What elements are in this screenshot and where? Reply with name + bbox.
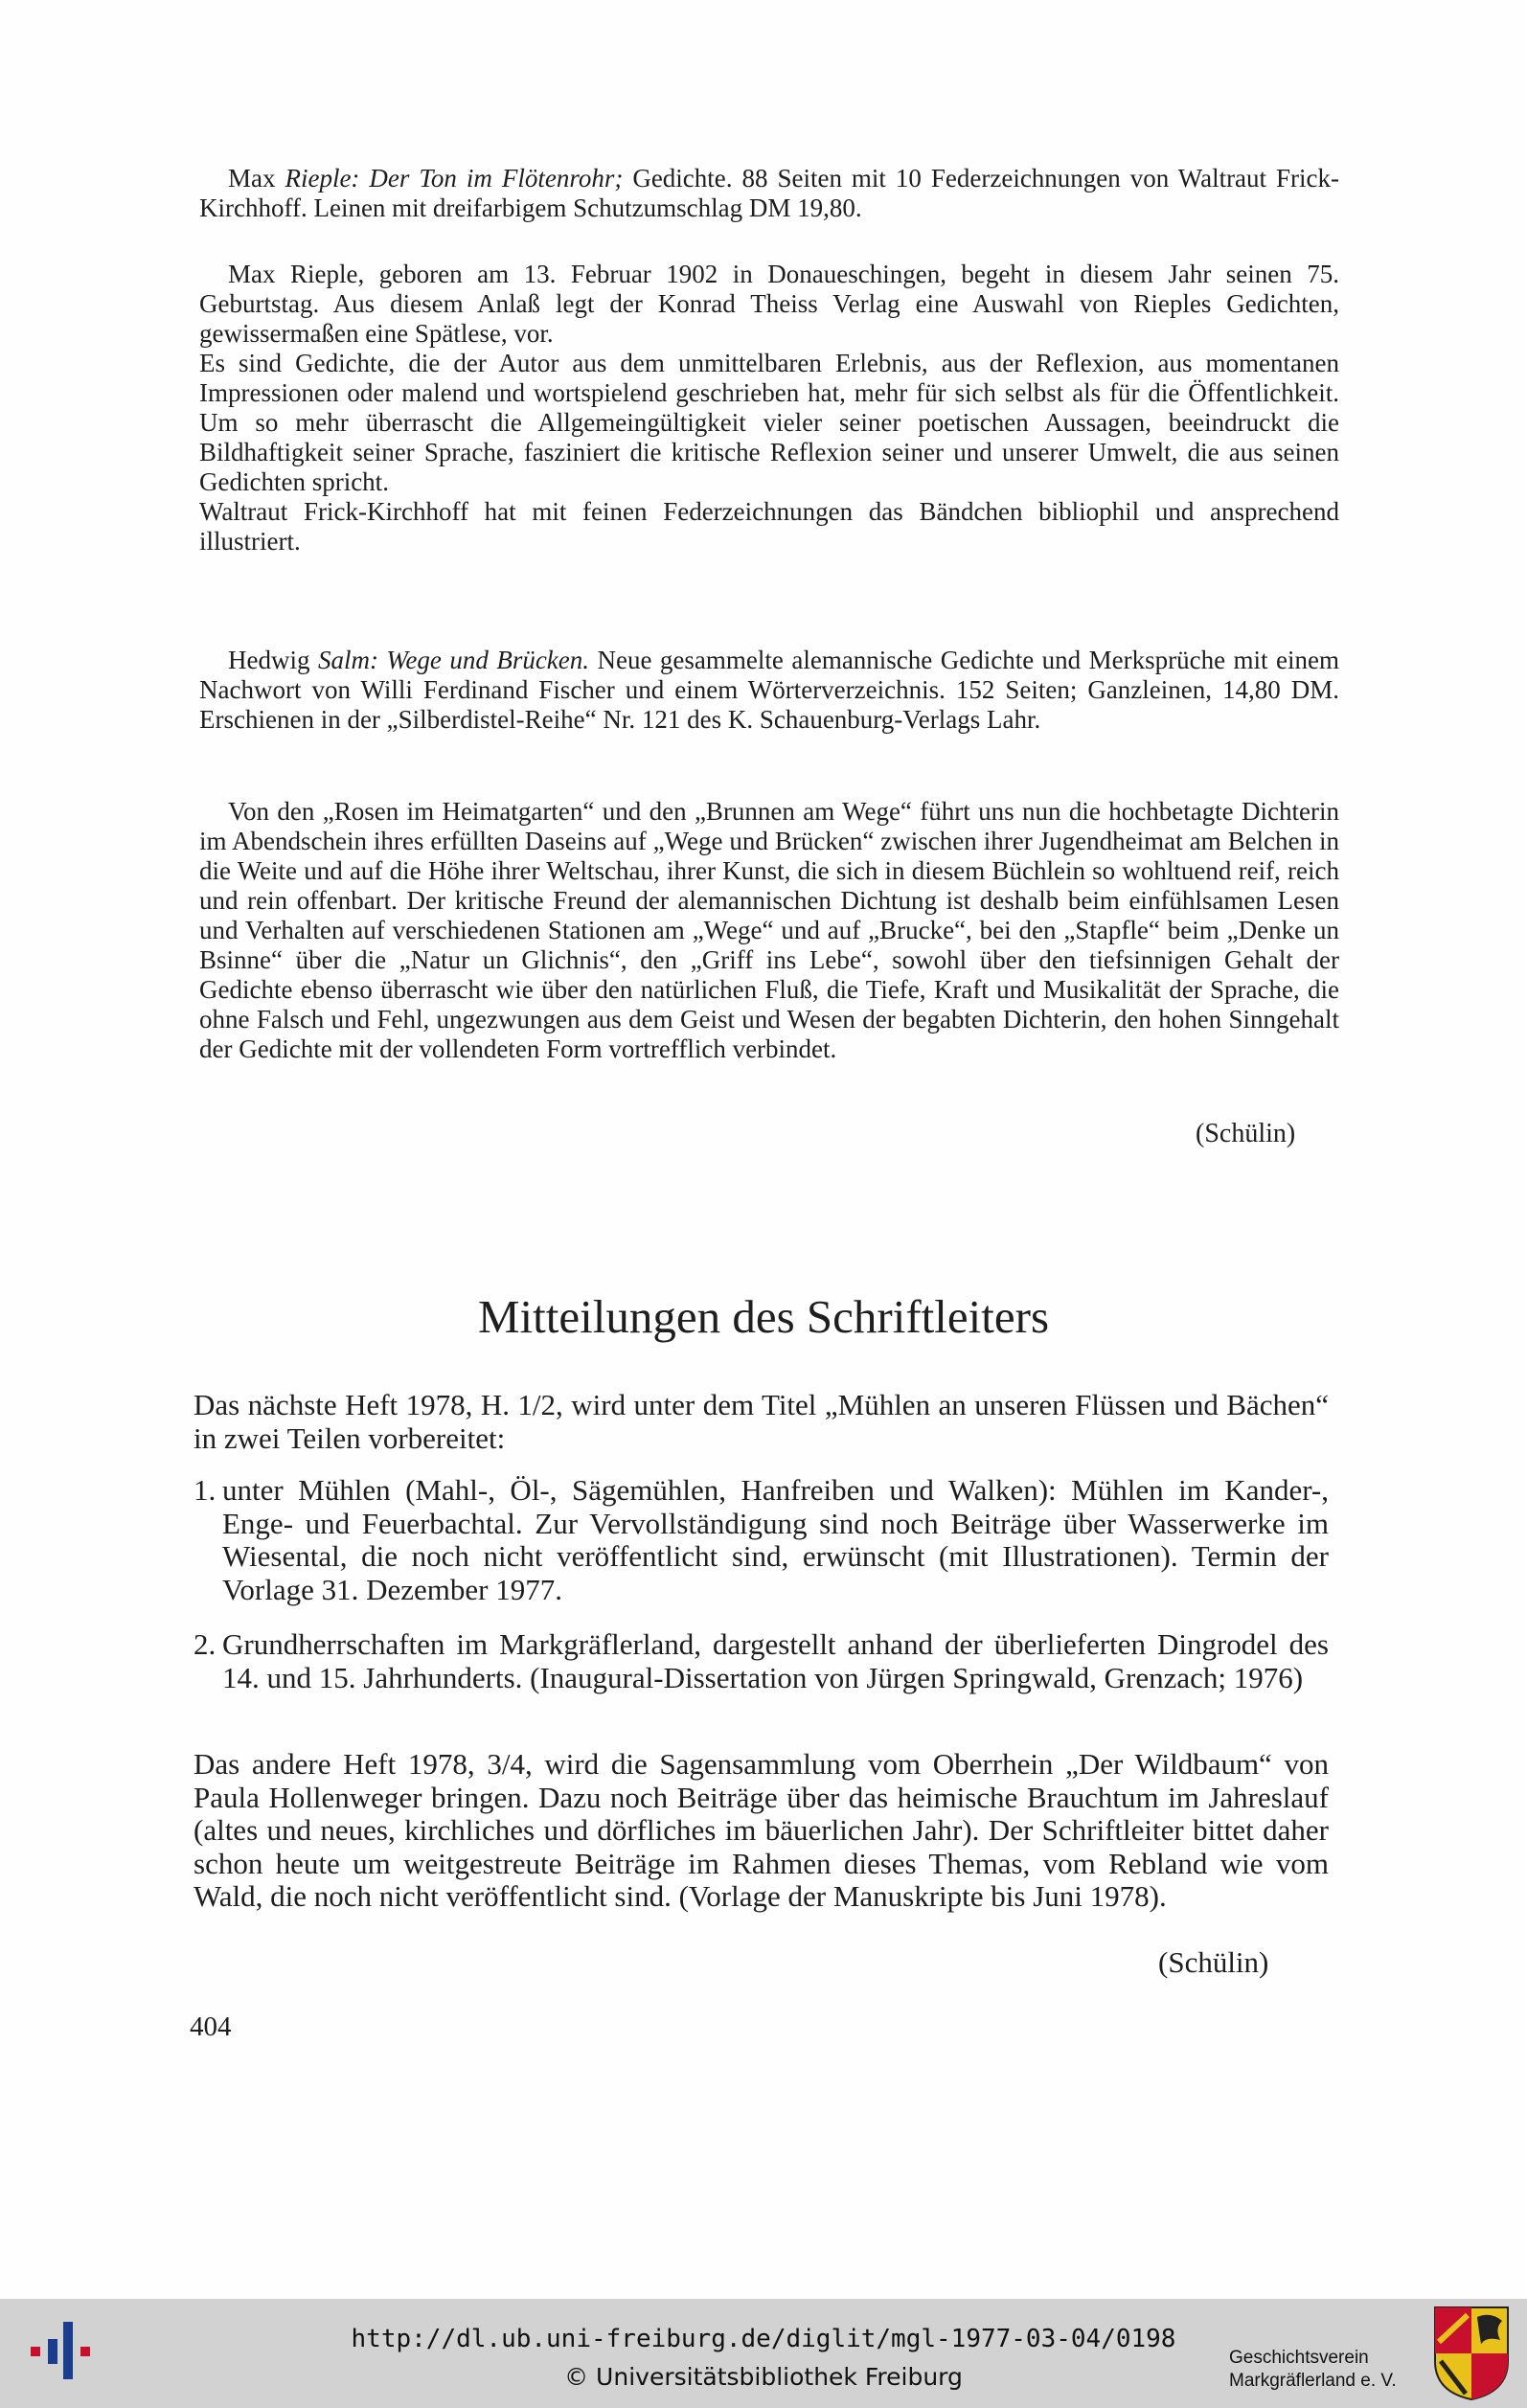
organization-name bbox=[1229, 2347, 1398, 2393]
copyright-text: © Universitätsbibliothek Freiburg bbox=[564, 2363, 963, 2391]
viewer-footer bbox=[0, 2299, 1527, 2408]
review-1-paragraph: Max Rieple, geboren am 13. Februar 1902 in Donaueschingen, begeht in diesem Jahr seinen 75. Geburtstag. Aus diesem Anlaß legt der Konrad Theiss Verlag eine Auswahl von Rieples Gedichten, gewissermaßen eine Spätlese, vor. bbox=[199, 260, 1339, 348]
list-item bbox=[194, 1628, 1329, 1694]
list-item bbox=[194, 1474, 1329, 1606]
review-2-details: Neue gesammelte alemannische Gedichte und Merksprüche mit einem Nachwort von Willi Ferdinand Fischer und einem Wörterverzeichnis. 152 Seiten; Ganzleinen, 14,80 DM. Erschienen in der „Silberdistel-Reihe“ Nr. 121 des K. Schauenburg-Verlags Lahr. bbox=[199, 646, 1339, 734]
review-2-signature: (Schülin) bbox=[1196, 1119, 1296, 1148]
list-item-text: unter Mühlen (Mahl-, Öl-, Sägemühlen, Hanfreiben und Walken): Mühlen im Kander-, Enge- und Feuerbachtal. Zur Vervollständigung sind noch Beiträge über Wasserwerke im Wiesental, die noch nicht veröffentlicht sind, erwünscht (mit Illustrationen). Termin der Vorlage 31. Dezember 1977. bbox=[222, 1473, 1329, 1606]
section-other-text: Das andere Heft 1978, 3/4, wird die Sagensammlung vom Oberrhein „Der Wildbaum“ von Paula Hollenweger bringen. Dazu noch Beiträge über das heimische Brauchtum im Jahreslauf (altes und neues, kirchliches und dörfliches im bäuerlichen Jahr). Der Schriftleiter bittet daher schon heute um weitgestreute Beiträge im Rahmen dieses Themas, vom Rebland wie vom Wald, die noch nicht veröffentlicht sind. (Vorlage der Manuskripte bis Juni 1978). bbox=[194, 1747, 1329, 1913]
review-1-author-first: Max bbox=[228, 164, 285, 193]
organization-line-1: Geschichtsverein bbox=[1229, 2348, 1369, 2368]
list-item-number: 1. bbox=[194, 1473, 217, 1507]
coat-of-arms-icon bbox=[1431, 2304, 1512, 2403]
review-2-paragraph: Von den „Rosen im Heimatgarten“ und den „Brunnen am Wege“ führt uns nun die hochbetagte Dichterin im Abendschein ihres erfüllten Daseins auf „Wege und Brücken“ zwischen ihrer Jugendheimat am Belchen in die Weite und auf die Höhe ihrer Weltschau, ihrer Kunst, die sich in diesem Büchlein so wohltuend reif, reich und rein offenbart. Der kritische Freund der alemannischen Dichtung ist deshalb beim einfühlsamen Lesen und Verhalten auf verschiedenen Stationen am „Wege“ und auf „Brucke“, bei den „Stapfle“ beim „Denke un Bsinne“ über die „Natur un Glichnis“, den „Griff ins Lebe“, sowohl über den tiefsinnigen Gehalt der Gedichte ebenso überrascht wie über den natürlichen Fluß, die Tiefe, Kraft und Musikalität der Sprache, die ohne Falsch und Fehl, ungezwungen aus dem Geist und Wesen der begabten Dichterin, den hohen Sinngehalt der Gedichte mit der vollendeten Form vortrefflich verbindet. bbox=[199, 797, 1339, 1063]
page-number: 404 bbox=[190, 2011, 232, 2042]
review-2-body bbox=[199, 797, 1339, 1064]
review-2-author-first: Hedwig bbox=[228, 646, 318, 674]
section-signature: (Schülin) bbox=[1158, 1945, 1269, 1979]
organization-line-2: Markgräflerland e. V. bbox=[1229, 2371, 1397, 2391]
review-1-heading bbox=[199, 164, 1339, 223]
review-1-title: Rieple: Der Ton im Flötenrohr; bbox=[285, 164, 624, 193]
review-1-body bbox=[199, 260, 1339, 557]
section-title: Mitteilungen des Schriftleiters bbox=[477, 1290, 1050, 1343]
review-1-paragraph: Waltraut Frick-Kirchhoff hat mit feinen Federzeichnungen das Bändchen bibliophil und ansprechend illustriert. bbox=[199, 497, 1339, 556]
section-intro bbox=[194, 1389, 1329, 1455]
review-2-heading bbox=[199, 646, 1339, 735]
list-item-text: Grundherrschaften im Markgräflerland, dargestellt anhand der überlieferten Dingrodel des 14. und 15. Jahrhunderts. (Inaugural-Dissertation von Jürgen Springwald, Grenzach; 1976) bbox=[222, 1627, 1329, 1694]
list-item-number: 2. bbox=[194, 1627, 217, 1661]
review-1-paragraph: Es sind Gedichte, die der Autor aus dem unmittelbaren Erlebnis, aus der Reflexion, aus momentanen Impressionen oder malend und wortspielend geschrieben hat, mehr für sich selbst als für die Öffentlichkeit. Um so mehr überrascht die Allgemeingültigkeit vieler seiner poetischen Aussagen, beeindruckt die Bildhaftigkeit seiner Sprache, fasziniert die kritische Reflexion seiner und unserer Umwelt, die aus seinen Gedichten spricht. bbox=[199, 349, 1339, 496]
review-1-details: Gedichte. 88 Seiten mit 10 Federzeichnungen von Waltraut Frick-Kirchhoff. Leinen mit dreifarbigem Schutzumschlag DM 19,80. bbox=[199, 164, 1340, 222]
review-2-title: Salm: Wege und Brücken. bbox=[317, 646, 590, 674]
section-other-issue bbox=[194, 1748, 1329, 1914]
document-url-link[interactable]: http://dl.ub.uni-freiburg.de/diglit/mgl-1977-03-04/0198 bbox=[351, 2325, 1176, 2353]
section-intro-text: Das nächste Heft 1978, H. 1/2, wird unter dem Titel „Mühlen an unseren Flüssen und Bächen“ in zwei Teilen vorbereitet: bbox=[194, 1388, 1329, 1455]
